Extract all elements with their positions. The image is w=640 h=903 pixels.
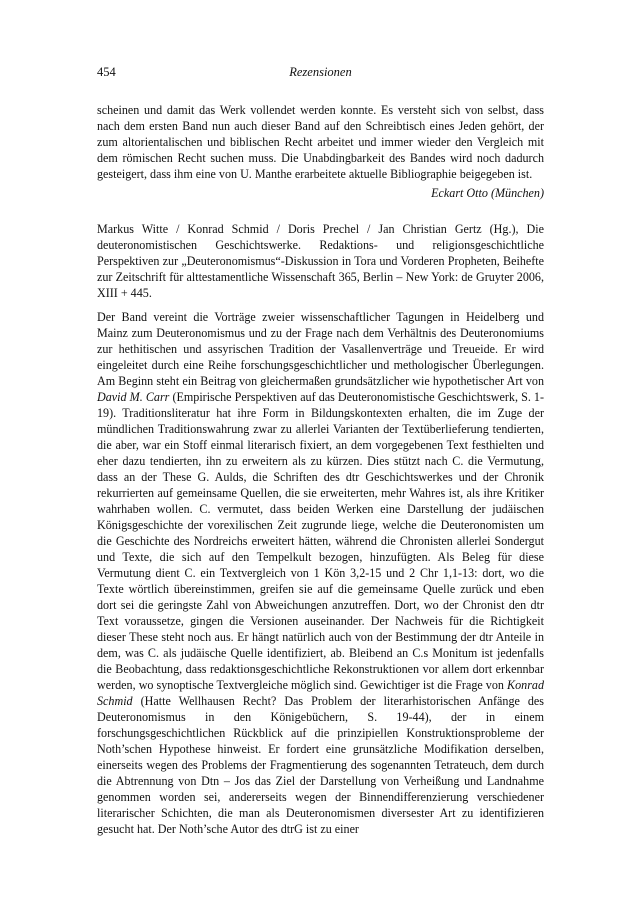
page-number: 454 xyxy=(97,65,116,79)
running-head xyxy=(97,62,544,82)
review-text-3: (Hatte Wellhausen Recht? Das Problem der literarhistorischen Anfänge des Deuteronomismus in den Königebüchern, S. 19-44), der in einem forschungsgeschichtlichen Rückblick auf die prinzipiellen Konstruktionsprobleme der Noth’schen Hypothese hinweist. Er fordert eine grunsätzliche Modifikation derselben, einerseits wegen des Problems der Fragmentierung des sogenannten Tetrateuch, dem durch die Abtrennung von Dtn – Jos das Ziel der Darstellung von Verheißung und Landnahme genommen worden sei, andererseits wegen der Binnendifferenzierung verschiedener literarischer Schichten, die man als Deuteronomismen diversester Art zu identifizieren gesucht hat. Der Noth’sche Autor des dtrG ist zu einer xyxy=(97,694,544,836)
book-citation: Markus Witte / Konrad Schmid / Doris Prechel / Jan Christian Gertz (Hg.), Die deuteronomistischen Geschichtswerke. Redaktions- und religionsgeschichtliche Perspektiven zur „Deuteronomismus“-Diskussion in Tora und Vorderen Propheten, Beihefte zur Zeitschrift für alttestamentliche Wissenschaft 365, Berlin – New York: de Gruyter 2006, XIII + 445. xyxy=(97,222,544,300)
previous-review-ending: scheinen und damit das Werk vollendet werden konnte. Es versteht sich von selbst, dass nach dem ersten Band nun auch dieser Band auf den Schreibtisch eines Jeden gehört, der zum altorientalischen und biblischen Recht arbeitet und immer wieder den Vergleich mit dem römischen Recht suchen muss. Die Unabdingbarkeit des Bandes wird noch dadurch gesteigert, dass ihm eine von U. Manthe erarbeitete aktuelle Bibliographie beigegeben ist. xyxy=(97,103,544,181)
page xyxy=(97,62,544,837)
reviewer-signature: Eckart Otto (München) xyxy=(431,186,544,200)
journal-title: Rezensionen xyxy=(289,65,352,79)
review-body xyxy=(97,309,544,837)
review-text-1: Der Band vereint die Vorträge zweier wissenschaftlicher Tagungen in Heidelberg und Mainz zum Deuteronomismus und zu der Frage nach dem Verhältnis des Deuteronomiums zur hethitischen und assyrischen Tradition der Vasallenverträge und Treueide. Er wird eingeleitet durch eine Reihe forschungsgeschichtlicher und methologischer Überlegungen. Am Beginn steht ein Beitrag von gleichermaßen grundsätzlicher wie hypothetischer Art von xyxy=(97,310,544,388)
author-schmid: Konrad Schmid xyxy=(97,678,544,708)
review-text-2: (Empirische Perspektiven auf das Deuteronomistische Geschichtswerk, S. 1-19). Traditionsliteratur hat ihre Form in Bildungskontexten erhalten, die im Zuge der mündlichen Traditionswahrung zwar zu allerlei Varianten der Textüberlieferung tendierten, die aber, war ein Stoff einmal literarisch fixiert, an dem vorgegebenen Text festhielten und eher dazu tendierten, ihn zu erweitern als zu kürzen. Dies stützt nach C. die Vermutung, dass an der These G. Aulds, die Schriften des dtr Geschichtswerkes und der Chronik rekurrierten auf gemeinsame Quellen, die sie erweiterten, mehr Wahres ist, als ihre Kritiker wahrhaben wollen. C. vermutet, dass beiden Werken eine Darstellung der judäischen Königsgeschichte der vorexilischen Zeit zugrunde liege, welche die Deuteronomisten um die Geschichte des Nordreichs erweitert hätten, während die Chronisten allerlei Sondergut und Texte, die sich auf den Tempelkult bezogen, hinzufügten. Als Beleg für diese Vermutung dient C. ein Textvergleich von 1 Kön 3,2-15 und 2 Chr 1,1-13: dort, wo die Texte wörtlich übereinstimmen, greifen sie auf die gemeinsame Quelle zurück und eben dort sei die geringste Zahl von Abweichungen anzutreffen. Dort, wo der Chronist den dtr Text voraussetze, gingen die Versionen auseinander. Der Nachweis für die Richtigkeit dieser These steht noch aus. Er hängt natürlich auch von der Bestimmung der dtr Anteile in dem, was C. als judäische Quelle identifiziert, ab. Bleibend an C.s Monitum ist jedenfalls die Beobachtung, dass redaktionsgeschichtliche Rekonstruktionen vor allem dort erkennbar werden, wo synoptische Textvergleiche möglich sind. Gewichtiger ist die Frage von xyxy=(97,390,544,692)
author-carr: David M. Carr xyxy=(97,390,170,404)
